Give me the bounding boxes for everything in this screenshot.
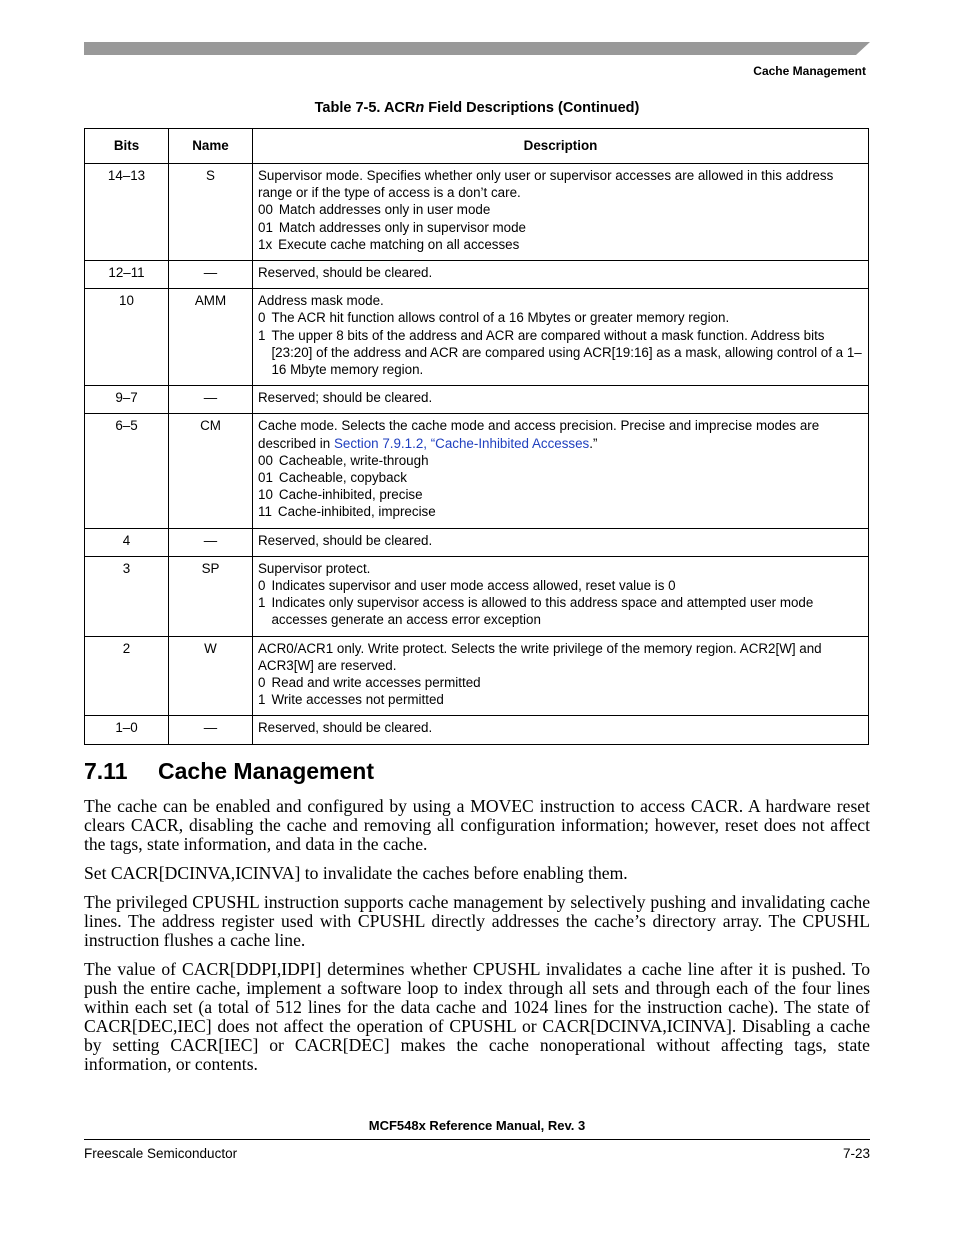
- cell-description: [253, 636, 869, 716]
- option-item: [258, 236, 863, 253]
- description-text: Cache mode. Selects the cache mode and access precision. Precise and imprecise modes are described in: [258, 418, 820, 451]
- footer-rule: [84, 1139, 870, 1140]
- header-bar: [84, 42, 870, 55]
- cell-bits: 1–0: [85, 716, 169, 744]
- cell-bits: 9–7: [85, 386, 169, 414]
- section-title: Cache Management: [158, 758, 375, 784]
- cell-bits: 2: [85, 636, 169, 716]
- caption-suffix: Field Descriptions (Continued): [424, 100, 640, 116]
- option-text: Cacheable, copyback: [278, 470, 407, 486]
- footer-page-number: 7-23: [842, 1146, 870, 1161]
- option-code: 0: [258, 675, 266, 691]
- option-code: 1: [258, 327, 266, 343]
- table-row: [85, 414, 869, 528]
- table-row: [85, 636, 869, 716]
- table-body: [85, 164, 869, 745]
- option-text: The ACR hit function allows control of a 16 Mbytes or greater memory region.: [271, 310, 730, 326]
- cell-description: [253, 386, 869, 414]
- column-header-bits: Bits: [85, 129, 169, 164]
- cell-description: [253, 414, 869, 528]
- option-code: 00: [258, 202, 273, 218]
- description-intro: Reserved; should be cleared.: [258, 390, 433, 406]
- column-header-name: Name: [169, 129, 253, 164]
- option-item: [258, 503, 863, 520]
- table-row: [85, 716, 869, 744]
- cell-description: [253, 261, 869, 289]
- description-intro: Address mask mode.: [258, 293, 384, 309]
- table-row: [85, 386, 869, 414]
- option-code: 10: [258, 487, 273, 503]
- cell-bits: 14–13: [85, 164, 169, 261]
- section-number: 7.11: [84, 758, 128, 784]
- cell-bits: 3: [85, 556, 169, 636]
- table-row: [85, 528, 869, 556]
- table-row: [85, 289, 869, 386]
- option-text: Execute cache matching on all accesses: [278, 236, 520, 252]
- option-item: [258, 594, 863, 628]
- option-item: [258, 691, 863, 708]
- cell-bits: 10: [85, 289, 169, 386]
- option-item: [258, 674, 863, 691]
- paragraph: The privileged CPUSHL instruction supports cache management by selectively pushing and invalidating cache lines. The address register used with CPUSHL directly addresses the cache’s directory array. The CPUSHL instruction flushes a cache line.: [84, 892, 870, 950]
- cell-name: SP: [169, 556, 253, 636]
- description-intro: Supervisor mode. Specifies whether only user or supervisor accesses are allowed in this address range or if the type of access is a don’t care.: [258, 168, 834, 201]
- paragraph: The value of CACR[DDPI,IDPI] determines whether CPUSHL invalidates a cache line after it is pushed. To push the entire cache, implement a software loop to index through all sets and through each of the four lines within each set (a total of 512 lines for the data cache and 1024 lines for the instruction cache). The state of CACR[DEC,IEC] does not affect the operation of CPUSHL or CACR[DCINVA,ICINVA]. Disabling a cache by setting CACR[IEC] or CACR[DEC] makes the cache nonoperational without affecting tags, state information, or contents.: [84, 959, 870, 1074]
- cell-bits: 6–5: [85, 414, 169, 528]
- table-caption: [84, 100, 870, 116]
- option-code: 01: [258, 470, 273, 486]
- option-item: [258, 486, 863, 503]
- paragraph: Set CACR[DCINVA,ICINVA] to invalidate the caches before enabling them.: [84, 863, 628, 883]
- table-row: [85, 556, 869, 636]
- table-row: [85, 261, 869, 289]
- option-code: 1x: [258, 236, 273, 252]
- option-code: 1: [258, 692, 266, 708]
- description-intro: [258, 417, 863, 451]
- option-text: Cacheable, write-through: [278, 452, 429, 468]
- option-text: Cache-inhibited, precise: [278, 487, 423, 503]
- paragraph: The cache can be enabled and configured by using a MOVEC instruction to access CACR. A hardware reset clears CACR, disabling the cache and removing all configuration information; however, reset does not affect the tags, state information, and data in the cache.: [84, 796, 870, 854]
- option-text: The upper 8 bits of the address and ACR are compared without a mask function. Address bits [23:20] of the address and ACR are compared using ACR[19:16] as a mask, allowing control of a 1–16 Mbyte memory region.: [271, 327, 862, 378]
- cell-name: —: [169, 716, 253, 744]
- option-item: [258, 452, 863, 469]
- description-intro: Supervisor protect.: [258, 560, 371, 576]
- description-intro: Reserved, should be cleared.: [258, 532, 433, 548]
- cell-description: [253, 556, 869, 636]
- option-item: [258, 469, 863, 486]
- body-text: [84, 797, 870, 1084]
- option-text: Match addresses only in supervisor mode: [278, 219, 527, 235]
- option-item: [258, 219, 863, 236]
- table-row: [85, 164, 869, 261]
- option-code: 0: [258, 310, 266, 326]
- option-text: Match addresses only in user mode: [278, 202, 491, 218]
- cell-description: [253, 289, 869, 386]
- cell-name: CM: [169, 414, 253, 528]
- option-text: Read and write accesses permitted: [271, 675, 481, 691]
- option-code: 11: [258, 504, 272, 520]
- cross-reference-link[interactable]: Section 7.9.1.2, “Cache-Inhibited Accesses: [333, 435, 590, 451]
- description-intro: Reserved, should be cleared.: [258, 720, 433, 736]
- caption-italic: n: [415, 100, 425, 116]
- caption-prefix: Table 7-5. ACR: [314, 100, 416, 116]
- description-intro: Reserved, should be cleared.: [258, 265, 433, 281]
- cell-name: W: [169, 636, 253, 716]
- description-intro: ACR0/ACR1 only. Write protect. Selects the write privilege of the memory region. ACR2[W] and ACR3[W] are reserved.: [258, 640, 822, 673]
- column-header-description: Description: [253, 129, 869, 164]
- option-code: 00: [258, 452, 273, 468]
- option-text: Write accesses not permitted: [271, 692, 444, 708]
- option-item: [258, 201, 863, 218]
- option-item: [258, 327, 863, 379]
- footer-manual-title: MCF548x Reference Manual, Rev. 3: [368, 1118, 586, 1133]
- cell-description: [253, 716, 869, 744]
- description-text: .”: [589, 435, 598, 451]
- option-text: Indicates supervisor and user mode access allowed, reset value is 0: [271, 578, 676, 594]
- cell-name: S: [169, 164, 253, 261]
- option-code: 0: [258, 578, 266, 594]
- cell-description: [253, 164, 869, 261]
- field-descriptions-table: [84, 128, 869, 745]
- cell-bits: 12–11: [85, 261, 169, 289]
- cell-name: —: [169, 528, 253, 556]
- running-head: Cache Management: [753, 64, 866, 78]
- footer-company: Freescale Semiconductor: [84, 1146, 238, 1161]
- option-code: 01: [258, 219, 273, 235]
- option-item: [258, 577, 863, 594]
- option-code: 1: [258, 595, 266, 611]
- option-text: Cache-inhibited, imprecise: [277, 504, 436, 520]
- option-text: Indicates only supervisor access is allowed to this address space and attempted user mode accesses generate an access error exception: [271, 595, 814, 628]
- option-item: [258, 309, 863, 326]
- cell-name: —: [169, 386, 253, 414]
- section-heading: [84, 758, 374, 785]
- cell-name: AMM: [169, 289, 253, 386]
- cell-bits: 4: [85, 528, 169, 556]
- cell-name: —: [169, 261, 253, 289]
- cell-description: [253, 528, 869, 556]
- table-header-row: [85, 129, 869, 164]
